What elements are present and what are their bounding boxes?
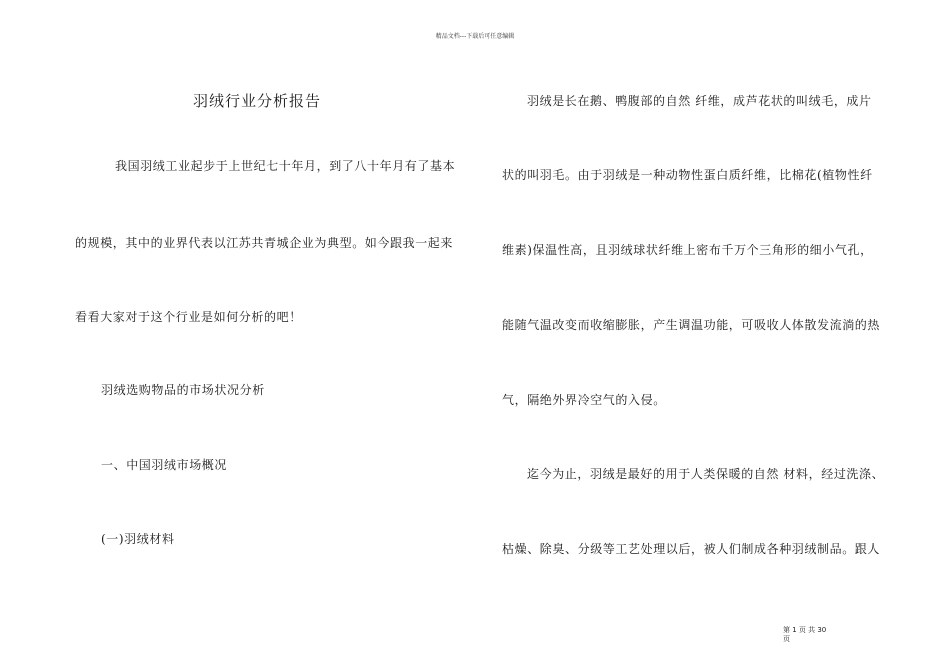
header-note: 精品文档---下载后可任意编辑 xyxy=(435,33,515,40)
subsection-heading: (一)羽绒材料 xyxy=(101,532,175,546)
paragraph-line: 羽绒是长在鹅、鸭腹部的自然 纤维，成芦花状的叫绒毛，成片 xyxy=(527,94,872,108)
paragraph-line: 枯燥、除臭、分级等工艺处理以后，被人们制成各种羽绒制品。跟人 xyxy=(502,542,881,556)
page-number xyxy=(783,626,833,644)
page-number-line: 第 1 页 共 30 xyxy=(783,626,827,634)
paragraph-line: 的规模，其中的业界代表以江苏共青城企业为典型。如今跟我一起来 xyxy=(75,236,454,250)
section-heading: 一、中国羽绒市场概况 xyxy=(101,458,228,472)
page-number-line: 页 xyxy=(783,635,790,643)
paragraph-line: 维素)保温性高，且羽绒球状纤维上密布千万个三角形的细小气孔， xyxy=(502,243,873,257)
paragraph-line: 我国羽绒工业起步于上世纪七十年月，到了八十年月有了基本 xyxy=(115,159,456,173)
section-heading: 羽绒选购物品的市场状况分析 xyxy=(101,383,265,397)
paragraph-line: 能随气温改变而收缩膨胀，产生调温功能，可吸收人体散发流淌的热 xyxy=(502,318,881,332)
page-title: 羽绒行业分析报告 xyxy=(193,92,322,110)
paragraph-line: 气，隔绝外界冷空气的入侵。 xyxy=(502,393,666,407)
paragraph-line: 看看大家对于这个行业是如何分析的吧！ xyxy=(75,310,302,324)
paragraph-line: 迄今为止，羽绒是最好的用于人类保暖的自然 材料，经过洗涤、 xyxy=(527,467,885,481)
paragraph-line: 状的叫羽毛。由于羽绒是一种动物性蛋白质纤维，比棉花(植物性纤 xyxy=(502,168,873,182)
